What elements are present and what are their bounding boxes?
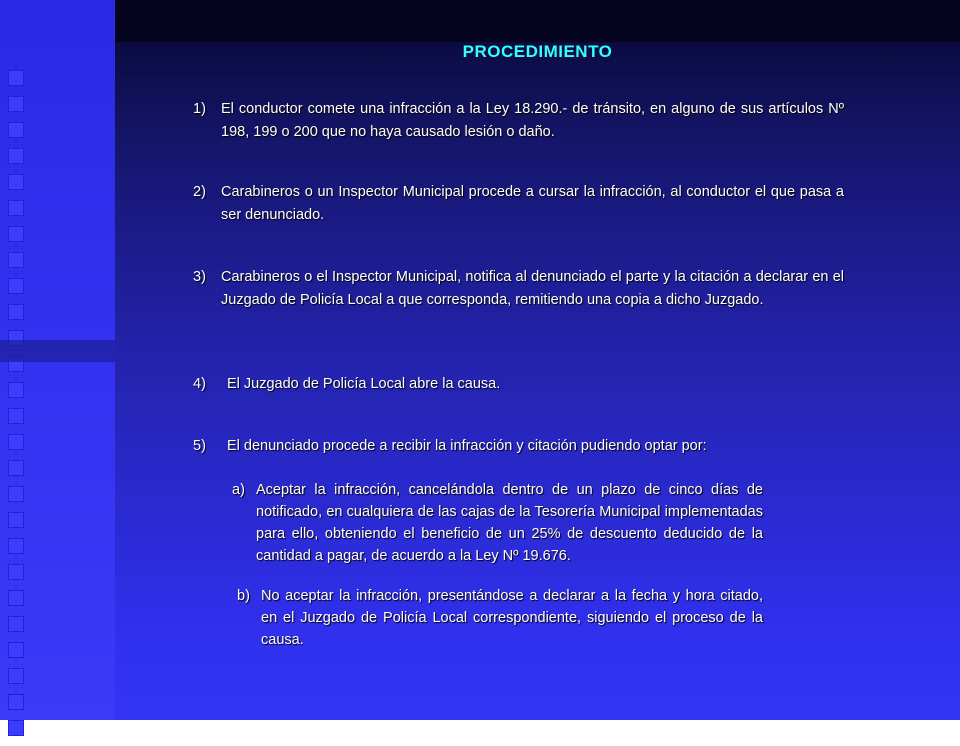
step-number: 2) bbox=[193, 184, 206, 200]
step-text: El denunciado procede a recibir la infracción y citación pudiendo optar por: bbox=[227, 438, 707, 454]
step-1 bbox=[193, 98, 844, 144]
top-band bbox=[115, 0, 960, 42]
step-number: 3) bbox=[193, 269, 206, 285]
left-decorative-strip bbox=[0, 0, 115, 720]
step-5 bbox=[193, 435, 844, 458]
decorative-squares bbox=[8, 70, 24, 746]
option-b bbox=[237, 585, 763, 651]
option-a bbox=[232, 479, 763, 567]
step-text: Carabineros o el Inspector Municipal, notifica al denunciado el parte y la citación a declarar en el Juzgado de Policía Local a que corresponda, remitiendo una copia a dicho Juzgado. bbox=[221, 269, 844, 308]
step-text: El conductor comete una infracción a la Ley 18.290.- de tránsito, en alguno de sus artículos Nº 198, 199 o 200 que no haya causado lesión o daño. bbox=[221, 101, 844, 140]
option-letter: a) bbox=[232, 482, 245, 498]
decorative-bar bbox=[0, 340, 115, 362]
step-text: Carabineros o un Inspector Municipal procede a cursar la infracción, al conductor el que pasa a ser denunciado. bbox=[221, 184, 844, 223]
page-title: PROCEDIMIENTO bbox=[462, 42, 613, 61]
option-letter: b) bbox=[237, 588, 250, 604]
step-3 bbox=[193, 266, 844, 312]
step-number: 4) bbox=[193, 376, 206, 392]
option-text: No aceptar la infracción, presentándose a declarar a la fecha y hora citado, en el Juzgado de Policía Local correspondiente, siguiendo el proceso de la causa. bbox=[261, 588, 763, 648]
option-text: Aceptar la infracción, cancelándola dentro de un plazo de cinco días de notificado, en cualquiera de las cajas de la Tesorería Municipal implementadas para ello, obteniendo el beneficio de un 25% de descuento deducido de la cantidad a pagar, de acuerdo a la Ley Nº 19.676. bbox=[256, 482, 763, 564]
step-text: El Juzgado de Policía Local abre la causa. bbox=[227, 376, 501, 392]
step-2 bbox=[193, 181, 844, 227]
step-number: 5) bbox=[193, 438, 206, 454]
step-4 bbox=[193, 373, 844, 396]
step-number: 1) bbox=[193, 101, 206, 117]
